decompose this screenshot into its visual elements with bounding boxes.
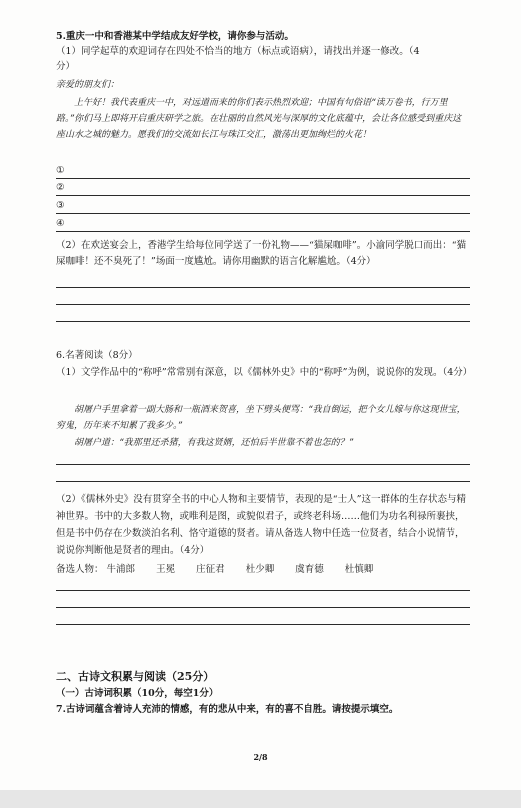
- candidate-item: 王冕: [156, 564, 176, 575]
- q6-quote2: 胡屠户道：“我那里还杀猪，有我这贤婿，还怕后半世靠不着也怎的？”: [74, 438, 354, 448]
- section2-heading: 二、古诗文积累与阅读（25分）: [56, 670, 215, 683]
- answer-line-10: [56, 590, 470, 591]
- viewer-bottom-bar: [0, 790, 521, 808]
- answer-line-12: [56, 624, 470, 625]
- answer-marker-3: ③: [56, 200, 65, 211]
- answer-line-1: [56, 178, 470, 179]
- q5-title: 5.重庆一中和香港某中学结成友好学校，请你参与活动。: [56, 31, 294, 42]
- q6-sub1: （1）文学作品中的“称呼”常常别有深意，以《儒林外史》中的“称呼”为例，说说你的发现。（4分）: [56, 367, 473, 378]
- q5-sub1: （1）同学起草的欢迎词存在四处不恰当的地方（标点或语病），请找出并逐一修改。（4: [56, 46, 420, 57]
- answer-line-7: [56, 321, 470, 322]
- answer-line-2: [56, 195, 470, 196]
- answer-line-3: [56, 213, 470, 214]
- q5-sub1-cont: 分）: [56, 61, 76, 72]
- letter-body: 上午好！我代表重庆一中，对远道而来的你们表示热烈欢迎；中国有句俗语“读万卷书，行万里路。”你们马上即将开启重庆研学之旅。在壮丽的自然风光与深厚的文化底蕴中，会让各位感受到重庆这座山水之城的魅力。愿我们的交流如长江与珠江交汇，激荡出更加绚烂的火花！: [56, 98, 462, 140]
- candidate-item: 杜慎卿: [344, 564, 374, 575]
- q5-sub2: （2）在欢送宴会上，香港学生给每位同学送了一份礼物——“猫屎咖啡”。小渝同学脱口而出：“猫屎咖啡！还不臭死了！”场面一度尴尬。请你用幽默的语言化解尴尬。（4分）: [56, 240, 467, 267]
- candidates-label: 备选人物：: [56, 564, 104, 575]
- answer-marker-4: ④: [56, 218, 65, 229]
- letter-greeting: 亲爱的朋友们：: [56, 80, 120, 90]
- answer-line-9: [56, 481, 470, 482]
- section2-subheading: （一）古诗词积累（10分，每空1分）: [56, 688, 219, 699]
- q6-title: 6.名著阅读（8分）: [56, 350, 138, 361]
- answer-line-4: [56, 231, 470, 232]
- candidate-item: 牛浦郎: [106, 564, 136, 575]
- answer-marker-1: ①: [56, 165, 65, 176]
- answer-line-5: [56, 287, 470, 288]
- answer-line-11: [56, 607, 470, 608]
- answer-line-8: [56, 464, 470, 465]
- q6-quote1: 胡屠户手里拿着一副大肠和一瓶酒来贺喜，坐下劈头便骂：“我自倒运，把个女儿嫁与你这现世宝，穷鬼，历年来不知累了我多少。”: [56, 405, 466, 431]
- candidate-item: 虞育德: [295, 564, 324, 575]
- candidate-item: 庄征君: [196, 564, 225, 575]
- q7-text: 7.古诗词蕴含着诗人充沛的情感，有的悲从中来，有的喜不自胜。请按提示填空。: [56, 704, 399, 715]
- candidate-item: 杜少卿: [245, 564, 275, 575]
- q6-candidates: [56, 563, 476, 577]
- page-number: 2/8: [253, 752, 268, 762]
- q6-sub2: （2）《儒林外史》没有贯穿全书的中心人物和主要情节，表现的是“士人”这一群体的生存状态与精神世界。书中的大多数人物，或唯利是图，或貌似君子，或终老科场……他们为功名利禄所裹挟，但是书中仍存在少数淡泊名利、恪守道德的贤者。请从备选人物中任选一位贤者，结合小说情节，说说你判断他是贤者的理由。（4分）: [56, 494, 467, 556]
- answer-line-6: [56, 304, 470, 305]
- answer-marker-2: ②: [56, 182, 65, 193]
